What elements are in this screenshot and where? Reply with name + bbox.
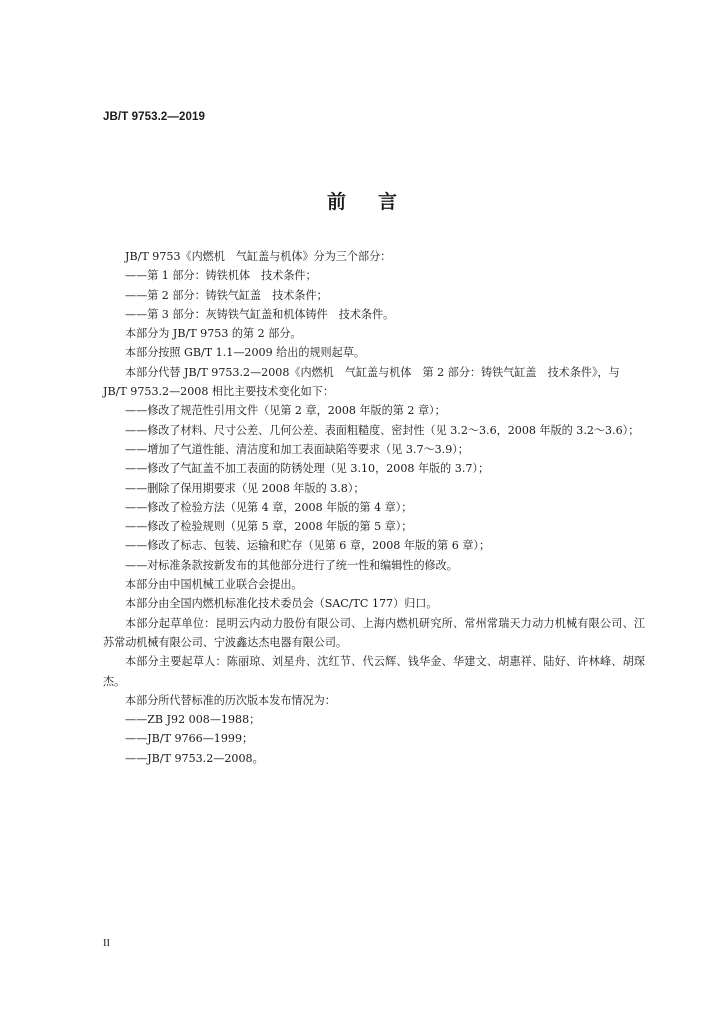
list-item-change: ——增加了气道性能、清洁度和加工表面缺陷等要求（见 3.7～3.9）；	[125, 442, 469, 456]
list-item-change: ——修改了检验规则（见第 5 章，2008 年版的第 5 章）；	[125, 520, 413, 534]
list-item-change: ——修改了规范性引用文件（见第 2 章，2008 年版的第 2 章）；	[125, 404, 446, 418]
list-item-change: ——修改了气缸盖不加工表面的防锈处理（见 3.10，2008 年版的 3.7）；	[125, 462, 490, 476]
list-item-change: ——修改了检验方法（见第 4 章，2008 年版的第 4 章）；	[125, 500, 413, 514]
paragraph-drafting-units: 本部分起草单位：昆明云内动力股份有限公司、上海内燃机研究所、常州常瑞天力动力机械有限公司、江苏常动机械有限公司、宁波鑫达杰电器有限公司。	[103, 616, 645, 649]
list-item-history: ——JB/T 9753.2—2008。	[125, 751, 264, 765]
paragraph-replaces: 本部分代替 JB/T 9753.2—2008《内燃机 气缸盖与机体 第 2 部分：铸铁气缸盖 技术条件》，与	[125, 365, 620, 379]
list-item-part-3: ——第 3 部分：灰铸铁气缸盖和机体铸件 技术条件。	[125, 307, 395, 321]
paragraph-drafters: 本部分主要起草人：陈丽琼、刘星舟、沈红节、代云辉、钱华金、华建文、胡惠祥、陆好、许林峰、胡琛杰。	[103, 655, 645, 688]
list-item-history: ——ZB J92 008—1988；	[125, 713, 261, 727]
paragraph-replaces-continued: JB/T 9753.2—2008 相比主要技术变化如下：	[103, 385, 334, 399]
paragraph-intro: JB/T 9753《内燃机 气缸盖与机体》分为三个部分：	[125, 250, 392, 263]
paragraph-part-statement: 本部分为 JB/T 9753 的第 2 部分。	[125, 327, 302, 341]
paragraph-proposer: 本部分由中国机械工业联合会提出。	[125, 578, 303, 592]
document-id: JB/T 9753.2—2019	[103, 111, 205, 123]
paragraph-drafting-rules: 本部分按照 GB/T 1.1—2009 给出的规则起草。	[125, 346, 365, 360]
list-item-change: ——修改了标志、包装、运输和贮存（见第 6 章，2008 年版的第 6 章）；	[125, 539, 491, 553]
list-item-history: ——JB/T 9766—1999；	[125, 732, 254, 746]
list-item-part-2: ——第 2 部分：铸铁气缸盖 技术条件；	[125, 288, 328, 302]
foreword-body	[103, 247, 645, 768]
page-title: 前言	[326, 191, 429, 213]
paragraph-committee: 本部分由全国内燃机标准化技术委员会（SAC/TC 177）归口。	[125, 597, 438, 611]
list-item-change: ——删除了保用期要求（见 2008 年版的 3.8）；	[125, 481, 365, 495]
list-item-part-1: ——第 1 部分：铸铁机体 技术条件；	[125, 269, 317, 283]
page-number: II	[103, 938, 110, 949]
list-item-change: ——修改了材料、尺寸公差、几何公差、表面粗糙度、密封性（见 3.2～3.6，2008 年版的 3.2～3.6）；	[125, 423, 640, 437]
paragraph-history: 本部分所代替标准的历次版本发布情况为：	[125, 693, 336, 707]
list-item-change: ——对标准条款按新发布的其他部分进行了统一性和编辑性的修改。	[125, 558, 458, 572]
